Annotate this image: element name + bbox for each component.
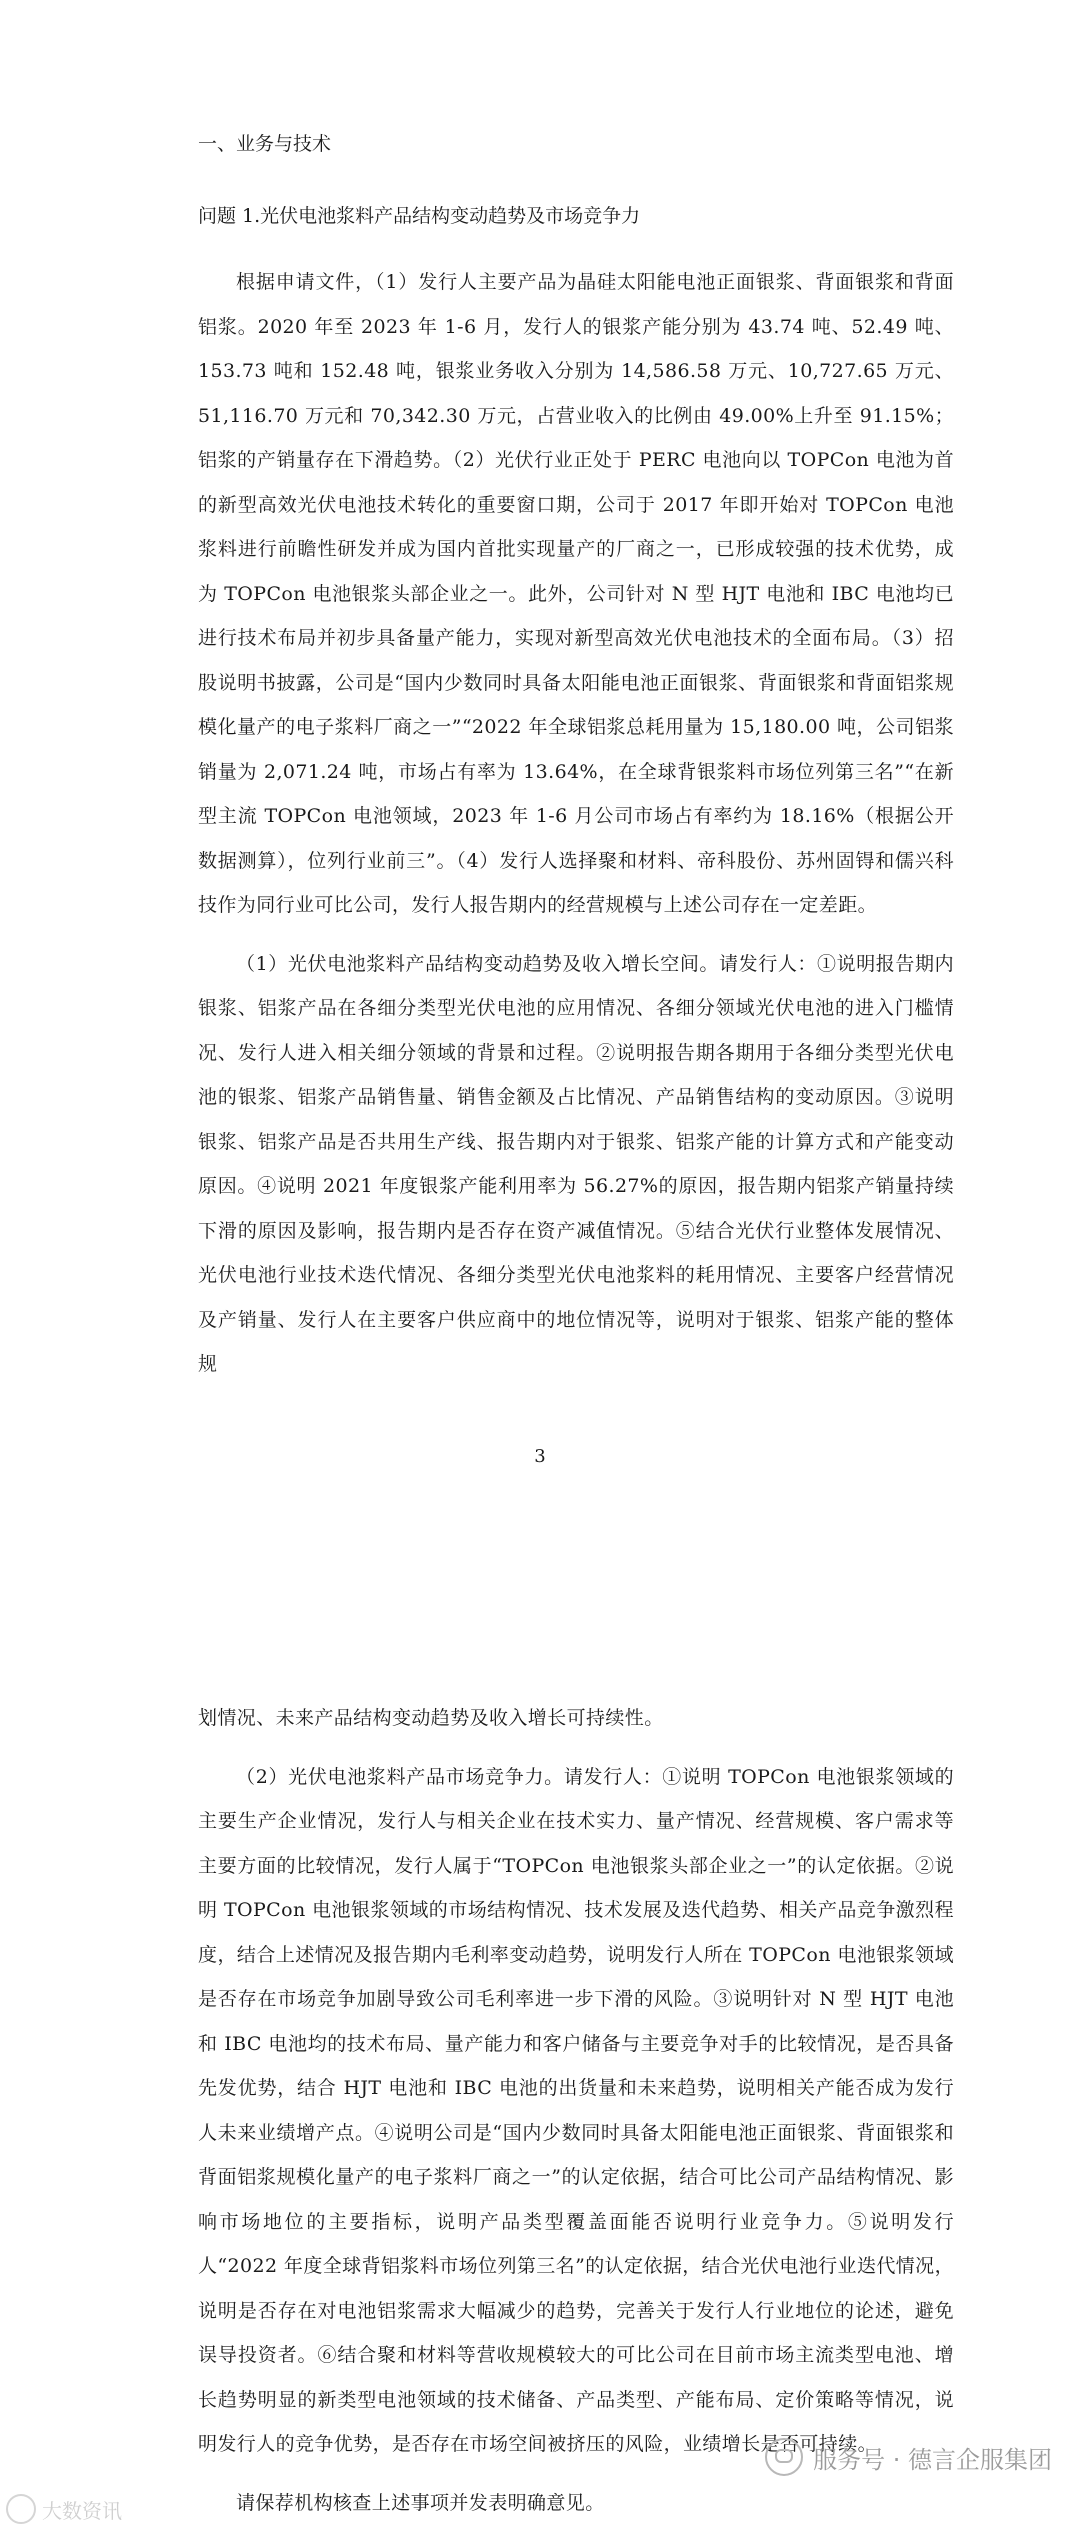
corner-logo-text: 大数资讯 <box>42 2498 122 2523</box>
logo-icon <box>6 2494 36 2524</box>
wechat-icon <box>765 2438 803 2476</box>
page-2 <box>0 1440 1080 2532</box>
paragraph-question-1: （1）光伏电池浆料产品结构变动趋势及收入增长空间。请发行人：①说明报告期内银浆、铝浆产品在各细分类型光伏电池的应用情况、各细分领域光伏电池的进入门槛情况、发行人进入相关细分领域的背景和过程。②说明报告期各期用于各细分类型光伏电池的银浆、铝浆产品销售量、销售金额及占比情况、产品销售结构的变动原因。③说明银浆、铝浆产品是否共用生产线、报告期内对于银浆、铝浆产能的计算方式和产能变动原因。④说明 2021 年度银浆产能利用率为 56.27%的原因，报告期内铝浆产销量持续下滑的原因及影响，报告期内是否存在资产减值情况。⑤结合光伏行业整体发展情况、光伏电池行业技术迭代情况、各细分类型光伏电池浆料的耗用情况、主要客户经营情况及产销量、发行人在主要客户供应商中的地位情况等，说明对于银浆、铝浆产能的整体规 <box>198 952 954 1375</box>
paragraph-continuation: 划情况、未来产品结构变动趋势及收入增长可持续性。 <box>198 1707 664 1729</box>
page-number: 3 <box>534 1446 546 1467</box>
corner-logo <box>0 2486 156 2532</box>
paragraph-background: 根据申请文件，（1）发行人主要产品为晶硅太阳能电池正面银浆、背面银浆和背面铝浆。2020 年至 2023 年 1-6 月，发行人的银浆产能分别为 43.74 吨、52.49 吨、153.73 吨和 152.48 吨，银浆业务收入分别为 14,586.58 万元、10,727.65 万元、51,116.70 万元和 70,342.30 万元，占营业收入的比例由 49.00%上升至 91.15%；铝浆的产销量存在下滑趋势。（2）光伏行业正处于 PERC 电池向以 TOPCon 电池为首的新型高效光伏电池技术转化的重要窗口期，公司于 2017 年即开始对 TOPCon 电池浆料进行前瞻性研发并成为国内首批实现量产的厂商之一，已形成较强的技术优势，成为 TOPCon 电池银浆头部企业之一。此外，公司针对 N 型 HJT 电池和 IBC 电池均已进行技术布局并初步具备量产能力，实现对新型高效光伏电池技术的全面布局。（3）招股说明书披露，公司是“国内少数同时具备太阳能电池正面银浆、背面银浆和背面铝浆规模化量产的电子浆料厂商之一”“2022 年全球铝浆总耗用量为 15,180.00 吨，公司铝浆销量为 2,071.24 吨，市场占有率为 13.64%，在全球背银浆料市场位列第三名”“在新型主流 TOPCon 电池领域，2023 年 1-6 月公司市场占有率约为 18.16%（根据公开数据测算），位列行业前三”。（4）发行人选择聚和材料、帝科股份、苏州固锝和儒兴科技作为同行业可比公司，发行人报告期内的经营规模与上述公司存在一定差距。 <box>198 271 954 916</box>
paragraph-question-2: （2）光伏电池浆料产品市场竞争力。请发行人：①说明 TOPCon 电池银浆领域的主要生产企业情况，发行人与相关企业在技术实力、量产情况、经营规模、客户需求等主要方面的比较情况，发行人属于“TOPCon 电池银浆头部企业之一”的认定依据。②说明 TOPCon 电池银浆领域的市场结构情况、技术发展及迭代趋势、相关产品竞争激烈程度，结合上述情况及报告期内毛利率变动趋势，说明发行人所在 TOPCon 电池银浆领域是否存在市场竞争加剧导致公司毛利率进一步下滑的风险。③说明针对 N 型 HJT 电池和 IBC 电池均的技术布局、量产能力和客户储备与主要竞争对手的比较情况，是否具备先发优势，结合 HJT 电池和 IBC 电池的出货量和未来趋势，说明相关产能否成为发行人未来业绩增产点。④说明公司是“国内少数同时具备太阳能电池正面银浆、背面银浆和背面铝浆规模化量产的电子浆料厂商之一”的认定依据，结合可比公司产品结构情况、影响市场地位的主要指标，说明产品类型覆盖面能否说明行业竞争力。⑤说明发行人“2022 年度全球背铝浆料市场位列第三名”的认定依据，结合光伏电池行业迭代情况，说明是否存在对电池铝浆需求大幅减少的趋势，完善关于发行人行业地位的论述，避免误导投资者。⑥结合聚和材料等营收规模较大的可比公司在目前市场主流类型电池、增长趋势明显的新类型电池领域的技术储备、产品类型、产能布局、定价策略等情况，说明发行人的竞争优势，是否存在市场空间被挤压的风险，业绩增长是否可持续。 <box>198 1765 954 2455</box>
wechat-watermark <box>765 2438 1052 2476</box>
page-1-content <box>198 126 954 1401</box>
section-heading: 一、业务与技术 <box>198 133 332 155</box>
page-2-content <box>198 1696 954 2539</box>
closing-line: 请保荐机构核查上述事项并发表明确意见。 <box>236 2491 605 2514</box>
watermark-label: 服务号 · 德言企服集团 <box>813 2445 1052 2474</box>
question-title: 问题 1.光伏电池浆料产品结构变动趋势及市场竞争力 <box>198 205 641 227</box>
